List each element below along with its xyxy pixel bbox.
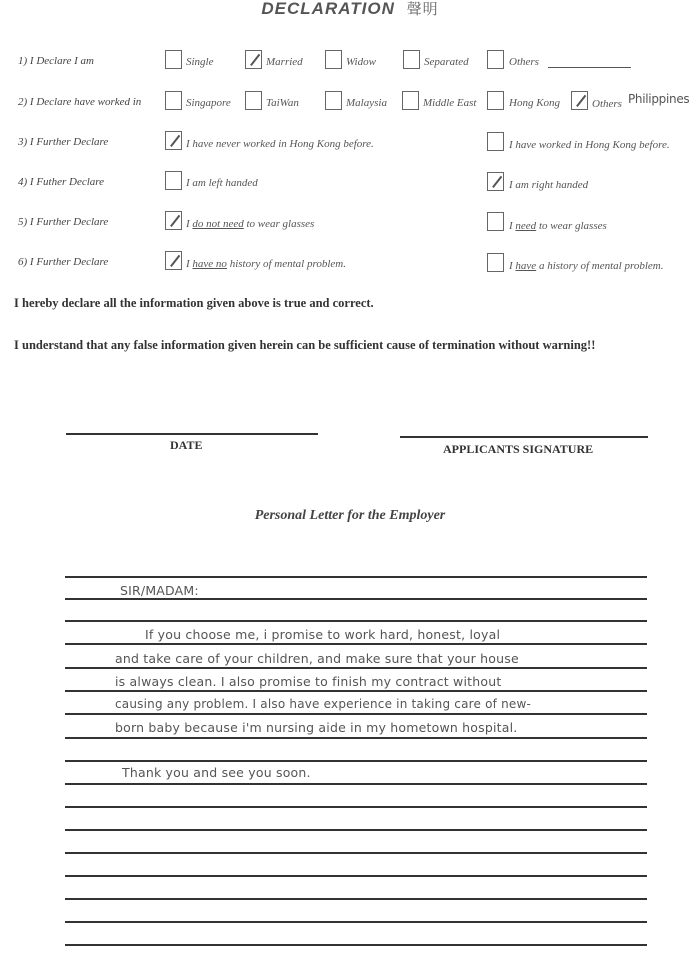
checkbox-left-handed[interactable] [165,171,182,190]
title-cjk: 聲明 [406,1,439,18]
letter-rule [65,829,647,831]
option-need-glasses [509,220,607,232]
checkbox-need-glasses[interactable] [487,212,504,231]
letter-rule [65,667,647,669]
letter-line: born baby because i'm nursing aide in my hometown hospital. [115,720,518,735]
option-mental-underlined: have [515,260,537,272]
option-no-mental-underlined: have no [192,258,227,270]
option-need-glasses-underlined: need [515,220,537,232]
option-others-country: Others [592,98,622,110]
option-right-handed: I am right handed [509,179,589,191]
checkbox-hong-kong[interactable] [487,91,504,110]
checkbox-separated[interactable] [403,50,420,69]
row4-label: 4) I Futher Declare [18,176,105,188]
handwritten-philippines: Philippines [628,92,690,106]
checkbox-no-mental-history[interactable] [165,251,182,270]
letter-line: and take care of your children, and make sure that your house [115,651,519,666]
checkbox-widow[interactable] [325,50,342,69]
document-title [0,0,700,19]
checkbox-others-status[interactable] [487,50,504,69]
others-status-blank[interactable] [548,67,631,68]
option-need-glasses-pre: I [509,220,516,232]
signature-line[interactable] [400,436,648,438]
checkbox-no-glasses[interactable] [165,211,182,230]
row2-label: 2) I Declare have worked in [18,96,142,108]
option-no-glasses-post: to wear glasses [243,218,315,230]
letter-rule [65,598,647,600]
option-widow: Widow [346,56,376,68]
letter-rule [65,576,647,578]
letter-rule [65,921,647,923]
option-no-mental-pre: I [186,258,193,270]
row1-label: 1) I Declare I am [18,55,94,67]
letter-rule [65,852,647,854]
option-no-mental-history [186,258,346,270]
option-taiwan: TaiWan [266,97,299,109]
letter-salutation: SIR/MADAM: [120,583,199,598]
declaration-false-info: I understand that any false information given herein can be sufficient cause of termination without warning!! [14,338,596,352]
signature-label: APPLICANTS SIGNATURE [443,442,594,456]
option-mental-post: a history of mental problem. [536,260,664,272]
option-hong-kong: Hong Kong [509,97,561,109]
checkbox-malaysia[interactable] [325,91,342,110]
checkbox-worked-hk[interactable] [487,132,504,151]
option-malaysia: Malaysia [346,97,387,109]
letter-line: is always clean. I also promise to finish my contract without [115,674,502,689]
option-middle-east: Middle East [423,97,477,109]
option-no-mental-post: history of mental problem. [226,258,346,270]
letter-line: causing any problem. I also have experience in taking care of new- [115,697,532,711]
checkbox-middle-east[interactable] [402,91,419,110]
letter-rule [65,737,647,739]
letter-rule [65,806,647,808]
checkbox-married[interactable] [245,50,262,69]
checkbox-mental-history[interactable] [487,253,504,272]
option-married: Married [266,56,303,68]
letter-rule [65,643,647,645]
option-need-glasses-post: to wear glasses [536,220,607,232]
option-single: Single [186,56,214,68]
letter-rule [65,713,647,715]
letter-rule [65,620,647,622]
checkbox-never-worked-hk[interactable] [165,131,182,150]
option-separated: Separated [424,56,469,68]
date-label: DATE [170,438,203,452]
letter-rule [65,898,647,900]
option-left-handed: I am left handed [186,177,258,189]
option-mental-history [509,260,664,272]
letter-rule [65,783,647,785]
option-never-worked-hk: I have never worked in Hong Kong before. [186,138,374,150]
letter-rule [65,760,647,762]
letter-line: If you choose me, i promise to work hard, honest, loyal [145,627,501,642]
letter-title: Personal Letter for the Employer [254,508,446,523]
option-no-glasses-pre: I [186,218,193,230]
checkbox-others-country[interactable] [571,91,588,110]
date-line[interactable] [66,433,318,435]
checkbox-single[interactable] [165,50,182,69]
checkbox-right-handed[interactable] [487,172,504,191]
letter-rule [65,690,647,692]
declaration-true-correct: I hereby declare all the information given above is true and correct. [14,296,374,310]
row5-label: 5) I Further Declare [18,216,109,228]
option-no-glasses [186,218,314,230]
row6-label: 6) I Further Declare [18,256,109,268]
letter-rule [65,944,647,946]
letter-rule [65,875,647,877]
letter-closing: Thank you and see you soon. [122,765,311,780]
option-worked-hk: I have worked in Hong Kong before. [509,139,670,151]
option-mental-pre: I [509,260,516,272]
checkbox-singapore[interactable] [165,91,182,110]
title-text: DECLARATION [261,0,395,18]
checkbox-taiwan[interactable] [245,91,262,110]
option-singapore: Singapore [186,97,231,109]
option-no-glasses-underlined: do not need [192,218,244,230]
option-others-status: Others [509,56,539,68]
row3-label: 3) I Further Declare [18,136,109,148]
